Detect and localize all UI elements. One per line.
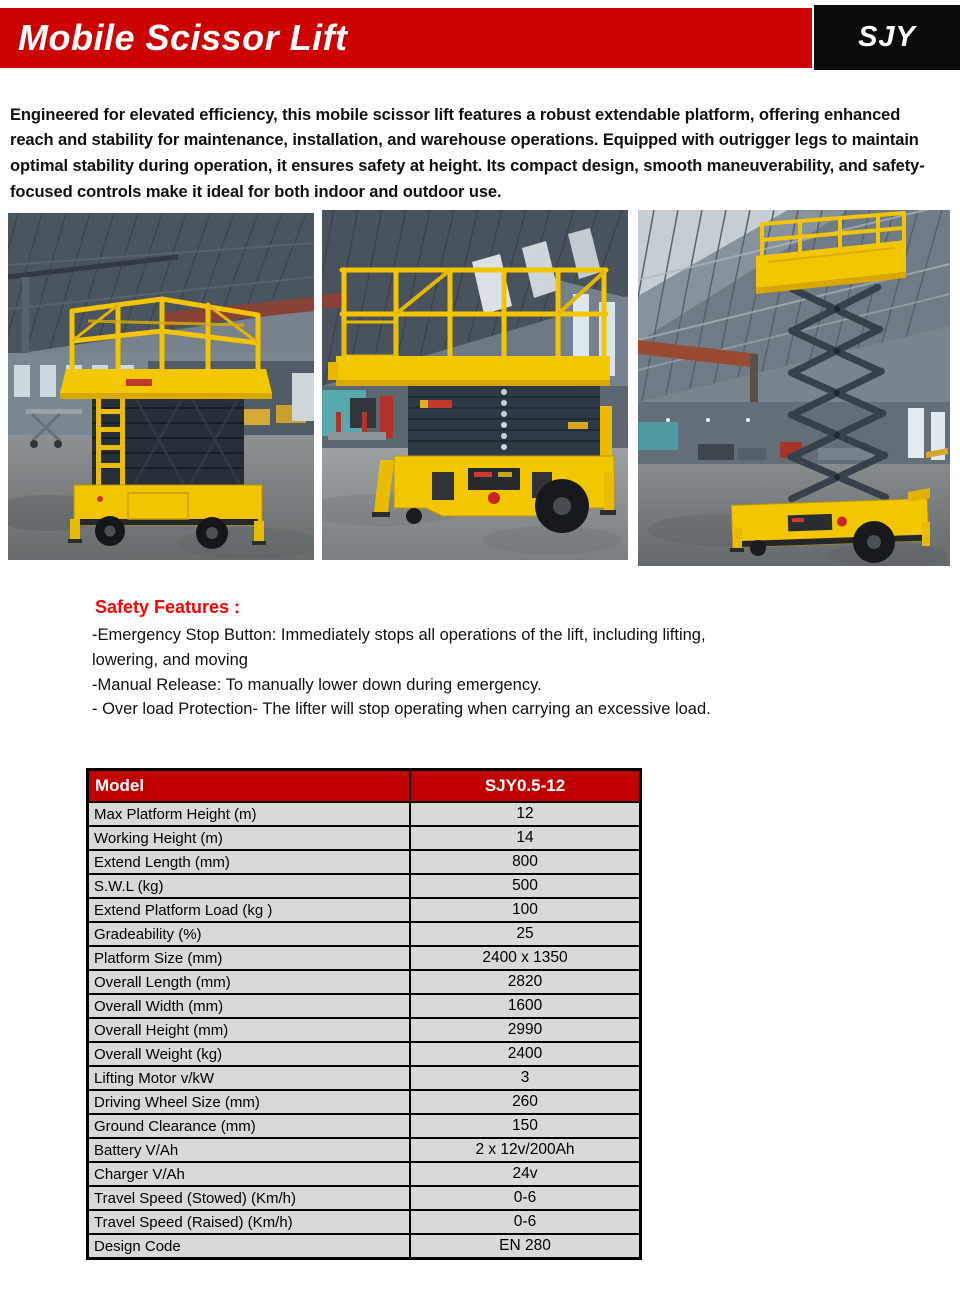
spec-row-value: 1600 [410,994,641,1018]
spec-row-value: 2990 [410,1018,641,1042]
photo-gallery [0,210,960,570]
spec-row [88,826,641,850]
spec-row-label: Ground Clearance (mm) [88,1114,411,1138]
scissor-lift-illustration-3 [638,210,950,566]
safety-section [92,597,742,722]
spec-row-value: 500 [410,874,641,898]
spec-row [88,946,641,970]
spec-row-value: 0-6 [410,1210,641,1234]
product-photo-2 [322,210,628,560]
product-photo-1 [8,213,314,560]
spec-row [88,1234,641,1259]
spec-row-label: Extend Length (mm) [88,850,411,874]
spec-row-label: Overall Width (mm) [88,994,411,1018]
spec-row-label: Lifting Motor v/kW [88,1066,411,1090]
spec-row-value: 2400 [410,1042,641,1066]
spec-row [88,1090,641,1114]
spec-row [88,1210,641,1234]
spec-row [88,922,641,946]
spec-row [88,850,641,874]
spec-header-model: Model [88,770,411,803]
spec-table [86,768,642,1260]
title-banner [0,8,812,68]
spec-row [88,1042,641,1066]
spec-row [88,1066,641,1090]
spec-row [88,1018,641,1042]
spec-row-label: Gradeability (%) [88,922,411,946]
scissor-lift-illustration-2 [322,210,628,560]
spec-row-value: 24v [410,1162,641,1186]
spec-row [88,802,641,826]
spec-row-label: Overall Weight (kg) [88,1042,411,1066]
spec-row-value: 150 [410,1114,641,1138]
spec-row-value: 12 [410,802,641,826]
spec-row [88,1114,641,1138]
spec-header-value: SJY0.5-12 [410,770,641,803]
spec-row-value: 2400 x 1350 [410,946,641,970]
spec-row-value: 25 [410,922,641,946]
safety-item: -Emergency Stop Button: Immediately stops all operations of the lift, including lifting, lowering, and moving [92,626,706,669]
product-photo-3 [638,210,950,566]
brand-text: SJY [858,21,916,53]
spec-row-value: 0-6 [410,1186,641,1210]
spec-row-label: Overall Height (mm) [88,1018,411,1042]
spec-row [88,1162,641,1186]
spec-row-label: Charger V/Ah [88,1162,411,1186]
safety-items [92,623,742,722]
spec-row-value: 260 [410,1090,641,1114]
spec-row-label: Battery V/Ah [88,1138,411,1162]
brand-logo [814,5,960,70]
spec-row-label: Extend Platform Load (kg ) [88,898,411,922]
page-title: Mobile Scissor Lift [18,17,348,58]
spec-row [88,1186,641,1210]
spec-row [88,1138,641,1162]
spec-row [88,970,641,994]
spec-row-label: Design Code [88,1234,411,1259]
spec-header-row [88,770,641,803]
scissor-lift-illustration-1 [8,213,314,560]
spec-row-value: 14 [410,826,641,850]
safety-item: - Over load Protection- The lifter will stop operating when carrying an excessive load. [92,700,711,719]
spec-row [88,994,641,1018]
safety-item: -Manual Release: To manually lower down during emergency. [92,675,542,694]
spec-row [88,898,641,922]
spec-row-value: 2 x 12v/200Ah [410,1138,641,1162]
spec-row-label: Max Platform Height (m) [88,802,411,826]
spec-row-label: Overall Length (mm) [88,970,411,994]
spec-row-value: EN 280 [410,1234,641,1259]
spec-row-value: 800 [410,850,641,874]
safety-heading: Safety Features : [95,597,241,617]
spec-row-label: Platform Size (mm) [88,946,411,970]
spec-row [88,874,641,898]
spec-row-label: Travel Speed (Raised) (Km/h) [88,1210,411,1234]
product-description: Engineered for elevated efficiency, this mobile scissor lift features a robust extendable platform, offering enhanced reach and stability for maintenance, installation, and warehouse operations. Equipped with outrigger legs to maintain optimal stability during operation, it ensures safety at height. Its compact design, smooth maneuverability, and safety-focused controls make it ideal for both indoor and outdoor use. [10,105,925,201]
spec-row-label: S.W.L (kg) [88,874,411,898]
spec-row-value: 2820 [410,970,641,994]
spec-row-label: Working Height (m) [88,826,411,850]
spec-row-value: 100 [410,898,641,922]
spec-row-label: Driving Wheel Size (mm) [88,1090,411,1114]
spec-row-value: 3 [410,1066,641,1090]
spec-row-label: Travel Speed (Stowed) (Km/h) [88,1186,411,1210]
